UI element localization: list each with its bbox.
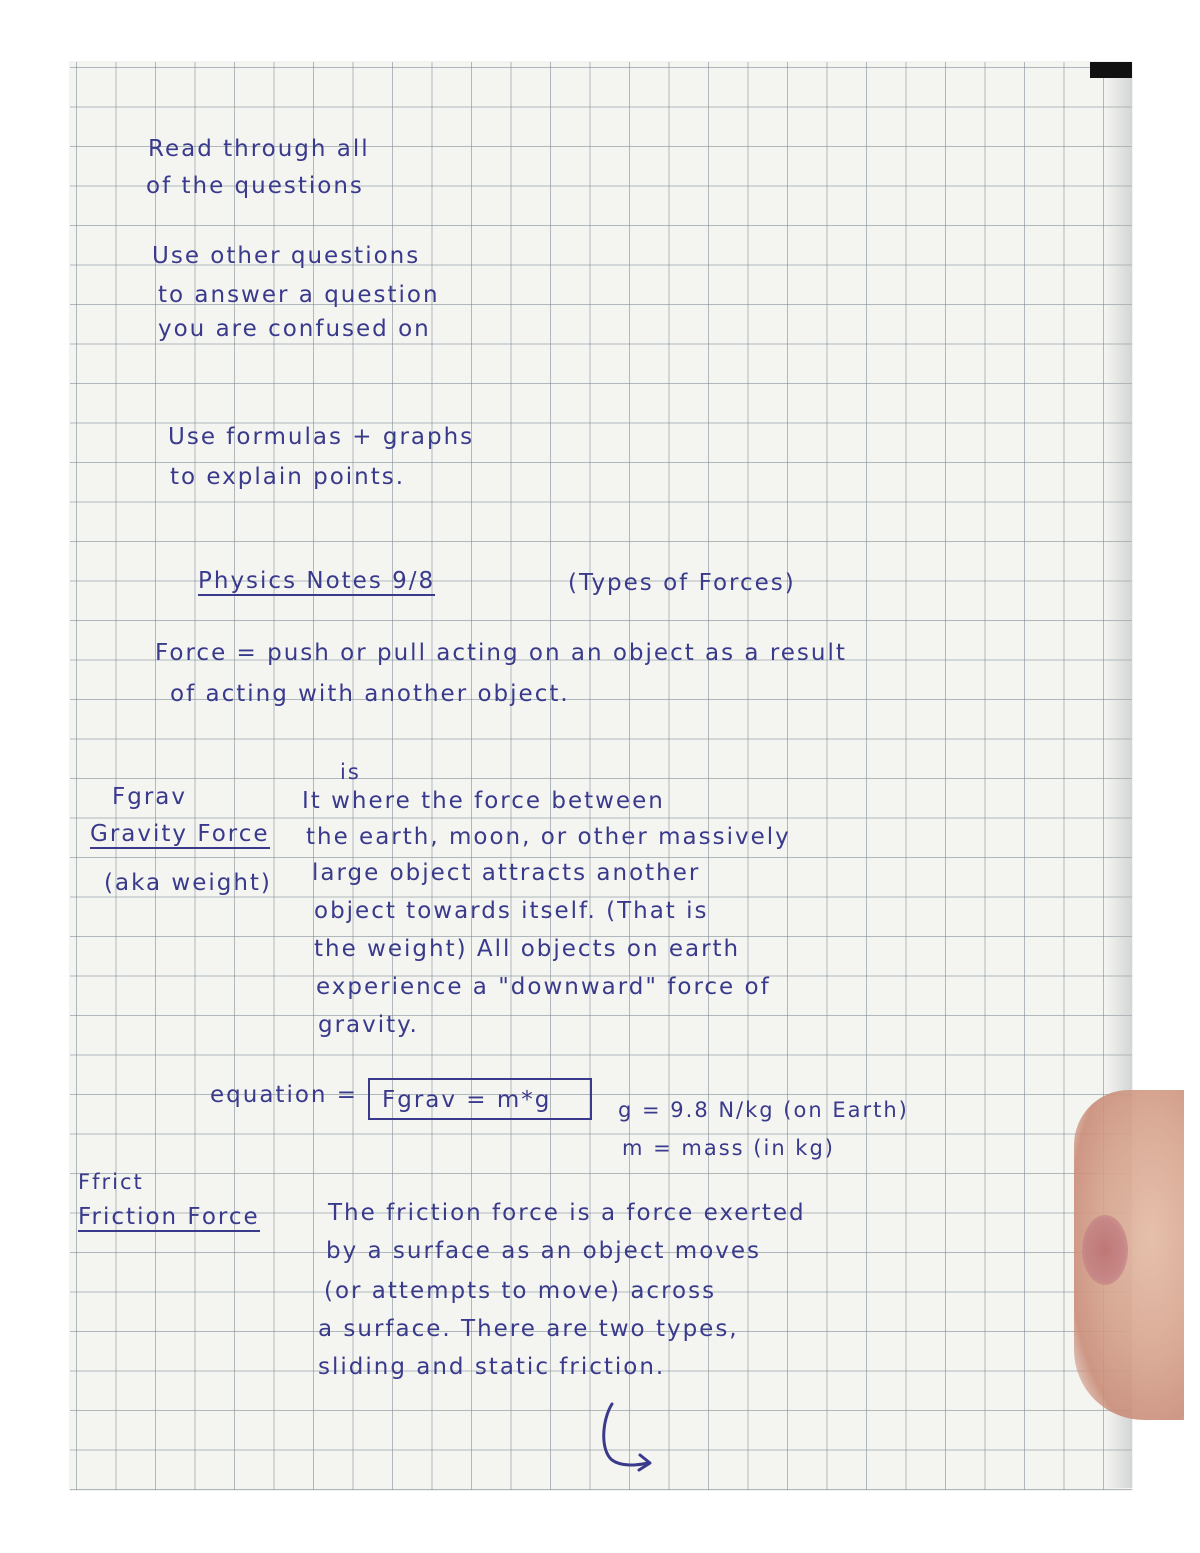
gravity-description-line: large object attracts another	[312, 860, 701, 886]
instruction-line: Use formulas + graphs	[168, 424, 475, 450]
instruction-line: Use other questions	[152, 243, 421, 269]
gravity-equation: Fgrav = m*g	[382, 1087, 552, 1113]
binding-corner	[1090, 62, 1132, 78]
curved-arrow-right-icon	[590, 1400, 670, 1480]
force-definition-line: of acting with another object.	[170, 681, 570, 707]
friction-description-line: by a surface as an object moves	[326, 1238, 762, 1264]
gravity-description-line: the weight) All objects on earth	[314, 936, 741, 962]
gravity-label: Gravity Force	[90, 821, 270, 847]
friction-label: Friction Force	[78, 1204, 260, 1230]
gravity-inserted-word: is	[340, 760, 361, 784]
instruction-line: to answer a question	[158, 282, 440, 308]
instruction-line: of the questions	[146, 173, 364, 199]
equation-label: equation =	[210, 1082, 359, 1108]
gravity-description-line: the earth, moon, or other massively	[306, 824, 791, 850]
notebook-page	[70, 62, 1132, 1490]
instruction-line: Read through all	[148, 136, 370, 162]
fingernail-photo	[1082, 1215, 1128, 1285]
instruction-line: to explain points.	[170, 464, 406, 490]
gravity-description-line: gravity.	[318, 1012, 419, 1038]
g-note: g = 9.8 N/kg (on Earth)	[618, 1098, 909, 1122]
gravity-description-line: experience a "downward" force of	[316, 974, 771, 1000]
instruction-line: you are confused on	[158, 316, 431, 342]
force-definition-line: Force = push or pull acting on an object as a result	[155, 640, 847, 666]
notes-subtitle: (Types of Forces)	[568, 570, 796, 596]
gravity-short-label: Fgrav	[112, 784, 187, 810]
gravity-description-line: It where the force between	[302, 788, 665, 814]
friction-description-line: sliding and static friction.	[318, 1354, 666, 1380]
friction-short-label: Ffrict	[78, 1170, 144, 1194]
friction-description-line: (or attempts to move) across	[324, 1278, 717, 1304]
gravity-description-line: object towards itself. (That is	[314, 898, 709, 924]
friction-description-line: The friction force is a force exerted	[328, 1200, 806, 1226]
m-note: m = mass (in kg)	[622, 1136, 835, 1160]
equation-box	[368, 1078, 592, 1120]
friction-description-line: a surface. There are two types,	[318, 1316, 739, 1342]
notes-title: Physics Notes 9/8	[198, 568, 436, 594]
gravity-aka: (aka weight)	[104, 870, 272, 896]
